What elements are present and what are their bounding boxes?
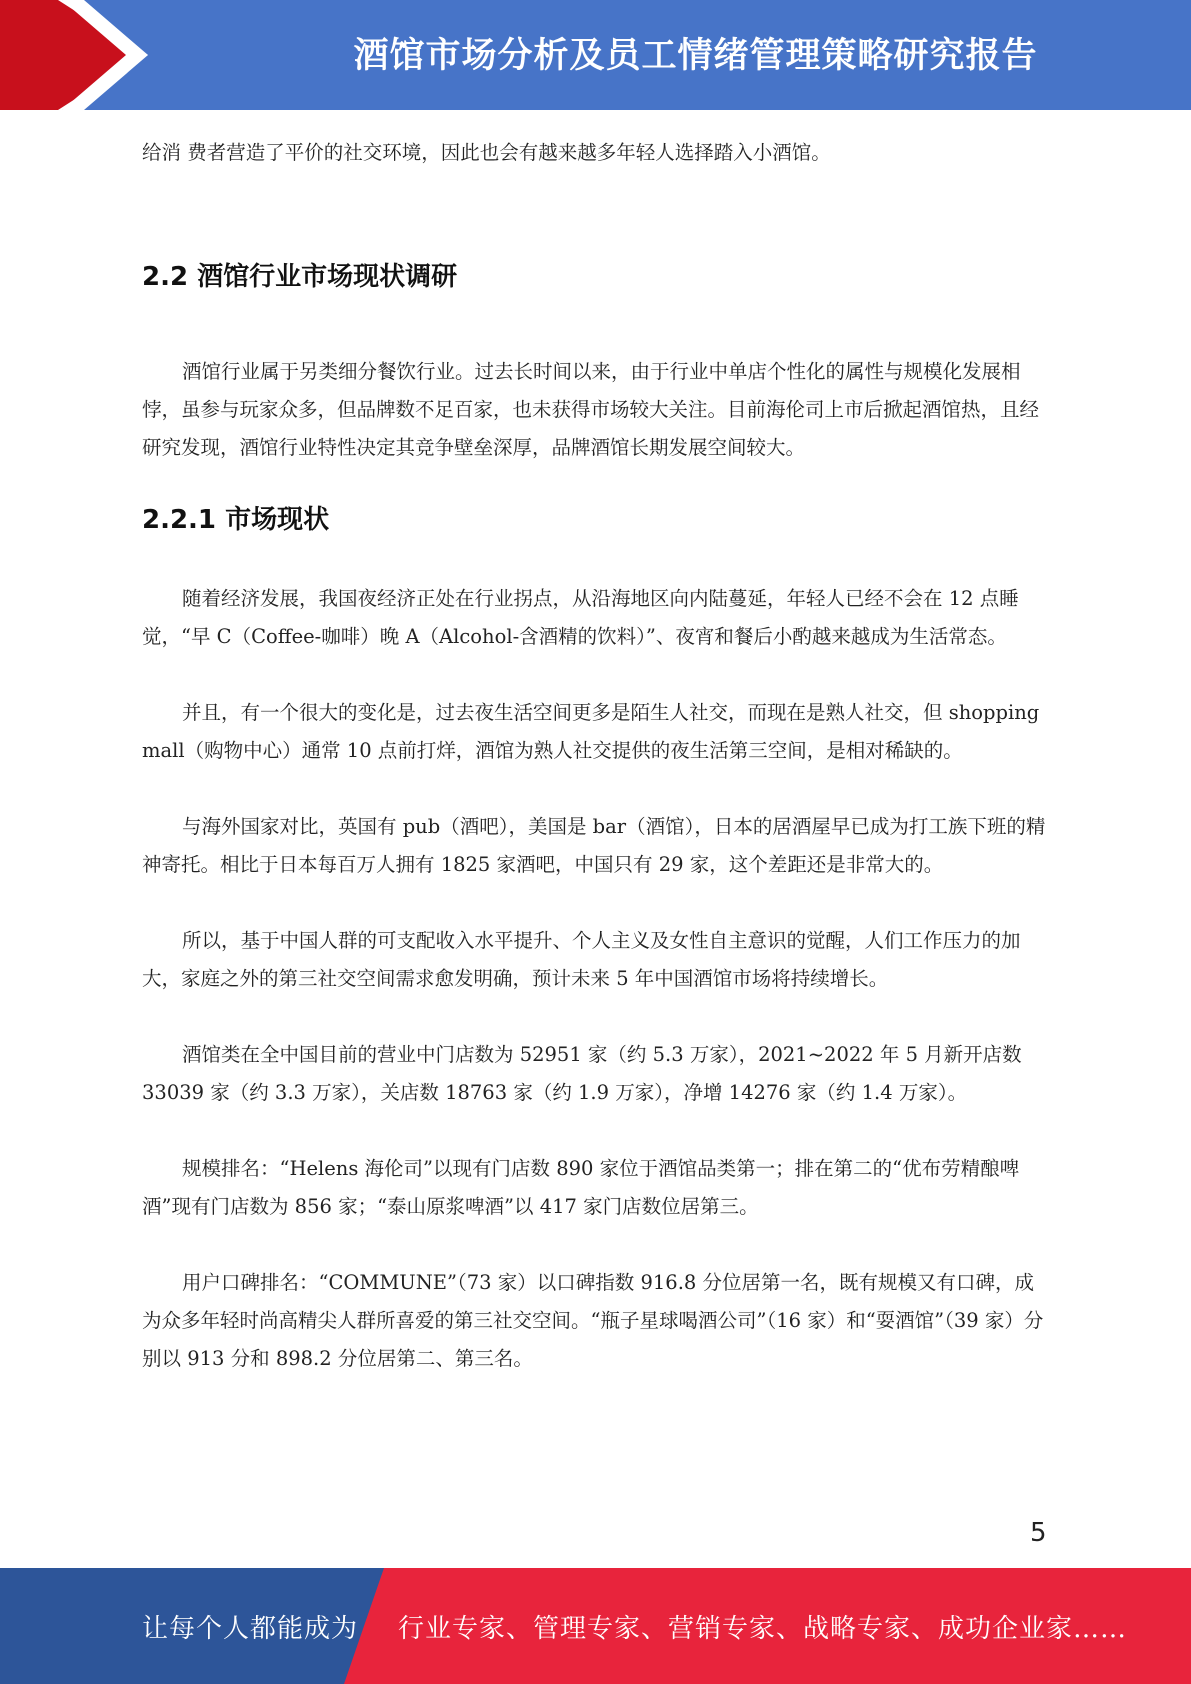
page-footer bbox=[0, 1568, 1191, 1684]
paragraph-scale-ranking: 规模排名：“Helens 海伦司”以现有门店数 890 家位于酒馆品类第一；排在第二的“优布劳精酿啤酒”现有门店数为 856 家；“泰山原浆啤酒”以 417 家门店数位居第三。 bbox=[142, 1157, 1020, 1218]
paragraph-social-change: 并且，有一个很大的变化是，过去夜生活空间更多是陌生人社交，而现在是熟人社交，但 shopping mall（购物中心）通常 10 点前打烊，酒馆为熟人社交提供的夜生活第三空间，是相对稀缺的。 bbox=[142, 701, 1040, 762]
section-2-2-paragraph: 酒馆行业属于另类细分餐饮行业。过去长时间以来，由于行业中单店个性化的属性与规模化发展相悖，虽参与玩家众多，但品牌数不足百家，也未获得市场较大关注。目前海伦司上市后掀起酒馆热，且经研究发现，酒馆行业特性决定其竞争壁垒深厚，品牌酒馆长期发展空间较大。 bbox=[142, 360, 1040, 459]
page-number: 5 bbox=[1030, 1518, 1047, 1548]
page-header bbox=[0, 0, 1191, 110]
paragraph-growth-outlook: 所以，基于中国人群的可支配收入水平提升、个人主义及女性自主意识的觉醒，人们工作压力的加大，家庭之外的第三社交空间需求愈发明确，预计未来 5 年中国酒馆市场将持续增长。 bbox=[142, 929, 1021, 990]
paragraph-overseas-comparison: 与海外国家对比，英国有 pub（酒吧），美国是 bar（酒馆），日本的居酒屋早已成为打工族下班的精神寄托。相比于日本每百万人拥有 1825 家酒吧，中国只有 29 家，这个差距还是非常大的。 bbox=[142, 815, 1046, 876]
page-content bbox=[142, 130, 1047, 1378]
paragraph-store-counts: 酒馆类在全中国目前的营业中门店数为 52951 家（约 5.3 万家），2021~2022 年 5 月新开店数 33039 家（约 3.3 万家），关店数 18763 家（约 1.9 万家），净增 14276 家（约 1.4 万家）。 bbox=[142, 1043, 1022, 1104]
document-title: 酒馆市场分析及员工情绪管理策略研究报告 bbox=[353, 36, 1038, 76]
section-heading-2-2-1: 2.2.1 市场现状 bbox=[142, 505, 330, 535]
footer-slogan-left: 让每个人都能成为 bbox=[142, 1614, 359, 1644]
intro-paragraph: 给消 费者营造了平价的社交环境，因此也会有越来越多年轻人选择踏入小酒馆。 bbox=[142, 141, 831, 164]
paragraph-reputation-ranking: 用户口碑排名：“COMMUNE”（73 家）以口碑指数 916.8 分位居第一名，既有规模又有口碑，成为众多年轻时尚高精尖人群所喜爱的第三社交空间。“瓶子星球喝酒公司”（16 家）和“耍酒馆”（39 家）分别以 913 分和 898.2 分位居第二、第三名。 bbox=[142, 1271, 1044, 1370]
paragraph-night-economy: 随着经济发展，我国夜经济正处在行业拐点，从沿海地区向内陆蔓延，年轻人已经不会在 12 点睡觉，“早 C（Coffee-咖啡）晚 A（Alcohol-含酒精的饮料）”、夜宵和餐后小酌越来越成为生活常态。 bbox=[142, 587, 1019, 648]
section-heading-2-2: 2.2 酒馆行业市场现状调研 bbox=[142, 262, 458, 292]
footer-slogan-right: 行业专家、管理专家、营销专家、战略专家、成功企业家…… bbox=[398, 1614, 1128, 1644]
